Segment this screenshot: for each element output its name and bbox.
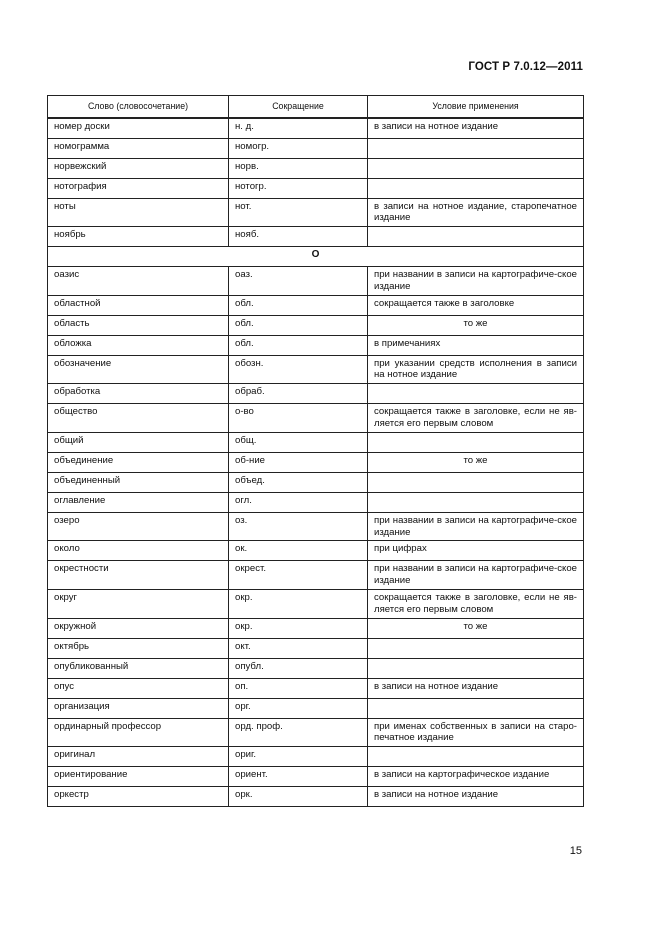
table-row [48,561,584,590]
condition-cell: при названии в записи на картографиче-ское издание [368,512,584,541]
word-cell: опубликованный [48,658,229,678]
table-row [48,767,584,787]
condition-cell: в записи на нотное издание [368,118,584,138]
condition-cell: сокращается также в заголовке [368,295,584,315]
condition-cell [368,227,584,247]
condition-cell: при цифрах [368,541,584,561]
word-cell: ноты [48,198,229,227]
table-row [48,315,584,335]
word-cell: оазис [48,267,229,296]
table-row [48,158,584,178]
column-header-abbreviation: Сокращение [229,96,368,119]
table-row [48,198,584,227]
abbreviation-cell: окр. [229,618,368,638]
abbreviation-cell: опубл. [229,658,368,678]
abbreviation-cell: нот. [229,198,368,227]
page-number: 15 [569,845,582,857]
condition-cell [368,747,584,767]
condition-cell: при названии в записи на картографиче-ское издание [368,267,584,296]
abbreviation-cell: орг. [229,698,368,718]
abbreviation-cell: обозн. [229,355,368,384]
condition-cell: то же [368,618,584,638]
abbreviation-table [47,95,584,807]
table-row [48,787,584,807]
word-cell: общий [48,432,229,452]
table-row [48,178,584,198]
abbreviation-cell: оз. [229,512,368,541]
condition-cell [368,432,584,452]
condition-cell [368,178,584,198]
word-cell: организация [48,698,229,718]
word-cell: опус [48,678,229,698]
abbreviation-cell: обл. [229,315,368,335]
abbreviation-cell: о-во [229,404,368,433]
condition-cell: в записи на нотное издание [368,787,584,807]
condition-cell: при указании средств исполнения в записи на нотное издание [368,355,584,384]
abbreviation-cell: норв. [229,158,368,178]
table-row [48,267,584,296]
word-cell: общество [48,404,229,433]
abbreviation-cell: обл. [229,295,368,315]
condition-cell [368,472,584,492]
abbreviation-cell: н. д. [229,118,368,138]
table-header-row [48,96,584,119]
word-cell: окрестности [48,561,229,590]
table-body [48,118,584,807]
table-row [48,432,584,452]
table-row [48,718,584,747]
column-header-condition: Условие применения [368,96,584,119]
abbreviation-cell: окрест. [229,561,368,590]
abbreviation-cell: окр. [229,590,368,619]
condition-cell [368,658,584,678]
word-cell: окружной [48,618,229,638]
abbreviation-cell: обраб. [229,384,368,404]
condition-cell [368,492,584,512]
condition-cell [368,384,584,404]
condition-cell: сокращается также в заголовке, если не яв-ляется его первым словом [368,404,584,433]
table-row [48,472,584,492]
table-row [48,541,584,561]
word-cell: объединенный [48,472,229,492]
condition-cell: сокращается также в заголовке, если не яв-ляется его первым словом [368,590,584,619]
abbreviation-cell: оп. [229,678,368,698]
condition-cell [368,158,584,178]
word-cell: областной [48,295,229,315]
table-row [48,590,584,619]
table-row [48,492,584,512]
condition-cell: в записи на нотное издание, старопечатное издание [368,198,584,227]
table-row [48,698,584,718]
word-cell: область [48,315,229,335]
table-row [48,355,584,384]
word-cell: нотография [48,178,229,198]
table-row [48,678,584,698]
condition-cell [368,698,584,718]
abbreviation-cell: нотогр. [229,178,368,198]
condition-cell: в записи на картографическое издание [368,767,584,787]
condition-cell: то же [368,452,584,472]
word-cell: октябрь [48,638,229,658]
table-row [48,618,584,638]
word-cell: обложка [48,335,229,355]
word-cell: ориентирование [48,767,229,787]
abbreviation-cell: об-ние [229,452,368,472]
section-letter-row [48,247,584,267]
abbreviation-cell: ориг. [229,747,368,767]
table-row [48,335,584,355]
section-letter: О [48,247,584,267]
abbreviation-cell: орд. проф. [229,718,368,747]
abbreviation-cell: орк. [229,787,368,807]
document-code: ГОСТ Р 7.0.12—2011 [468,61,583,73]
abbreviation-cell: объед. [229,472,368,492]
table-row [48,404,584,433]
condition-cell: то же [368,315,584,335]
condition-cell [368,138,584,158]
word-cell: норвежский [48,158,229,178]
abbreviation-cell: оаз. [229,267,368,296]
condition-cell: в записи на нотное издание [368,678,584,698]
abbreviation-cell: огл. [229,492,368,512]
abbreviation-cell: ориент. [229,767,368,787]
column-header-word: Слово (словосочетание) [48,96,229,119]
word-cell: ноябрь [48,227,229,247]
abbreviation-cell: номогр. [229,138,368,158]
word-cell: номер доски [48,118,229,138]
word-cell: оркестр [48,787,229,807]
word-cell: номограмма [48,138,229,158]
abbreviation-cell: обл. [229,335,368,355]
abbreviation-cell: общ. [229,432,368,452]
word-cell: округ [48,590,229,619]
word-cell: оригинал [48,747,229,767]
condition-cell: при именах собственных в записи на старо-печатное издание [368,718,584,747]
abbreviation-cell: нояб. [229,227,368,247]
condition-cell: в примечаниях [368,335,584,355]
word-cell: озеро [48,512,229,541]
table-row [48,747,584,767]
abbreviation-cell: окт. [229,638,368,658]
table-row [48,638,584,658]
table-row [48,658,584,678]
word-cell: объединение [48,452,229,472]
table-row [48,384,584,404]
word-cell: оглавление [48,492,229,512]
table-row [48,295,584,315]
table-row [48,138,584,158]
table-row [48,452,584,472]
abbreviation-cell: ок. [229,541,368,561]
condition-cell [368,638,584,658]
condition-cell: при названии в записи на картографиче-ское издание [368,561,584,590]
word-cell: обозначение [48,355,229,384]
table-row [48,227,584,247]
table-row [48,512,584,541]
table-row [48,118,584,138]
word-cell: ординарный профессор [48,718,229,747]
word-cell: обработка [48,384,229,404]
word-cell: около [48,541,229,561]
